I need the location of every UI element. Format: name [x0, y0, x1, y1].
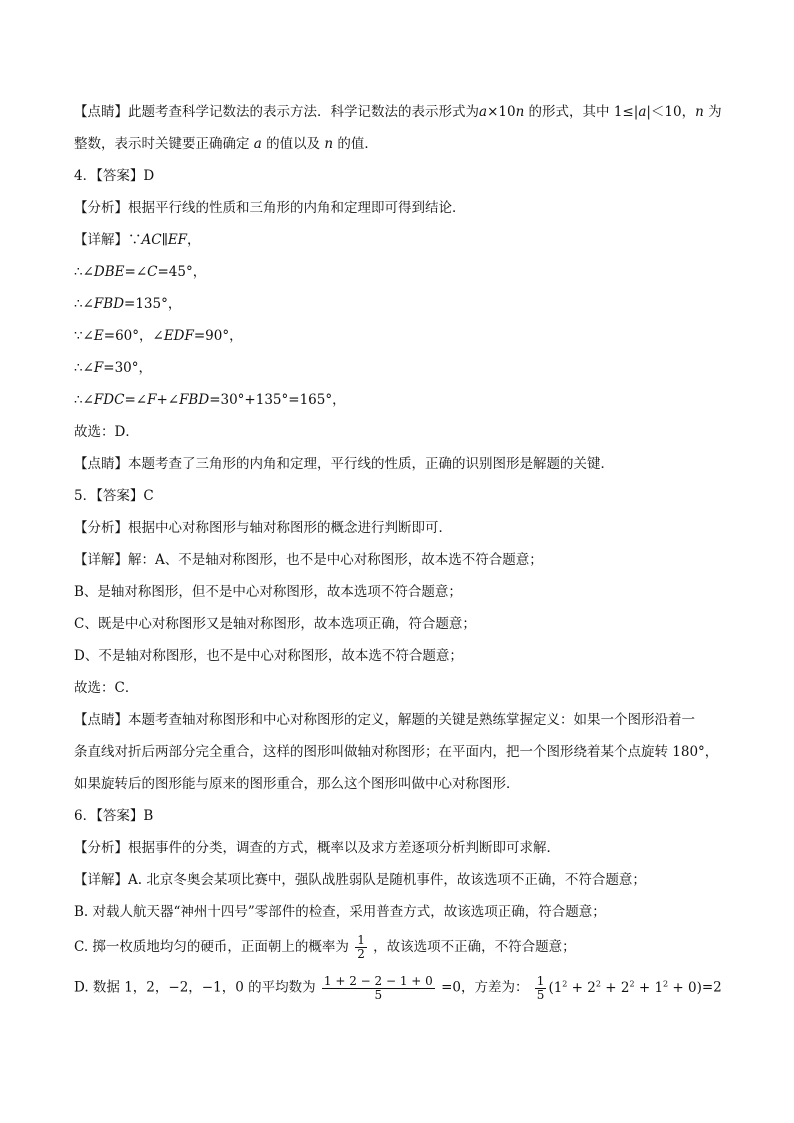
comment-5-line-2: 条直线对折后两部分完全重合，这样的图形叫做轴对称图形；在平面内，把一个图形绕着某个点旋转 180°，: [74, 744, 719, 760]
detail-5-d: D、不是轴对称图形，也不是中心对称图形，故本选不符合题意；: [74, 648, 463, 664]
detail-5-b: B、是轴对称图形，但不是中心对称图形，故本选项不符合题意；: [74, 584, 462, 600]
fraction-one-fifth: $\frac{1}{5}$: [536, 973, 545, 1002]
analysis-4: 【分析】根据平行线的性质和三角形的内角和定理即可得到结论．: [74, 200, 466, 216]
answer-6: 6．【答案】B: [74, 808, 154, 824]
fraction-mean: $\frac{1 + 2 - 2 - 1 + 0}{5}$: [323, 973, 433, 1002]
detail-6-c: C. 掷一枚质地均匀的硬币，正面朝上的概率为 $\frac{1}{2}$ ，故该选项不正确，不符合题意；: [74, 933, 576, 961]
detail-6-a: 【详解】A. 北京冬奥会某项比赛中，强队战胜弱队是随机事件，故该选项不正确，不符合题意；: [74, 872, 646, 888]
choice-5: 故选：C．: [74, 680, 139, 696]
detail-4-line-1: 【详解】∵AC∥EF，: [74, 232, 201, 248]
detail-4-line-4: ∵∠E=60°，∠EDF=90°，: [74, 328, 243, 344]
detail-4-line-5: ∴∠F=30°，: [74, 360, 153, 376]
analysis-5: 【分析】根据中心对称图形与轴对称图形的概念进行判断即可．: [74, 520, 452, 536]
detail-4-line-6: ∴∠FDC=∠F+∠FBD=30°+135°=165°，: [74, 392, 346, 408]
detail-6-d: D. 数据 1，2，−2，−1，0 的平均数为 $\frac{1 + 2 - 2 - 1 + 0}{5}$ =0，方差为： $\frac{1}{5}$ $(1^2 + 2^2 + 2^2 + 1^2 + 0)=2$: [74, 973, 722, 1002]
detail-6-b: B. 对载人航天器“神州十四号”零部件的检查，采用普查方式，故该选项正确，符合题意；: [74, 904, 606, 920]
detail-4-line-2: ∴∠DBE=∠C=45°，: [74, 264, 207, 280]
analysis-6: 【分析】根据事件的分类，调查的方式，概率以及求方差逐项分析判断即可求解．: [74, 840, 560, 856]
text-line-diangjing-1: 【点睛】此题考查科学记数法的表示方法．科学记数法的表示形式为a×10n 的形式，其中 1≤|a|＜10，n 为: [74, 104, 722, 120]
fraction-one-half: $\frac{1}{2}$: [357, 933, 365, 961]
answer-4: 4．【答案】D: [74, 168, 155, 184]
variance-expression: $(1^2 + 2^2 + 2^2 + 1^2 + 0)$: [548, 979, 702, 996]
detail-4-line-3: ∴∠FBD=135°，: [74, 296, 182, 312]
answer-5: 5．【答案】C: [74, 488, 154, 504]
detail-5-a: 【详解】解：A、不是轴对称图形，也不是中心对称图形，故本选不符合题意；: [74, 552, 543, 568]
comment-4: 【点睛】本题考查了三角形的内角和定理，平行线的性质，正确的识别图形是解题的关键．: [74, 456, 614, 472]
choice-4: 故选：D．: [74, 424, 139, 440]
detail-5-c: C、既是中心对称图形又是轴对称图形，故本选项正确，符合题意；: [74, 616, 476, 632]
comment-5-line-3: 如果旋转后的图形能与原来的图形重合，那么这个图形叫做中心对称图形．: [74, 776, 520, 792]
text-line-diangjing-2: 整数，表示时关键要正确确定 a 的值以及 n 的值．: [74, 136, 378, 152]
comment-5-line-1: 【点睛】本题考查轴对称图形和中心对称图形的定义，解题的关键是熟练掌握定义：如果一个图形沿着一: [74, 712, 695, 728]
